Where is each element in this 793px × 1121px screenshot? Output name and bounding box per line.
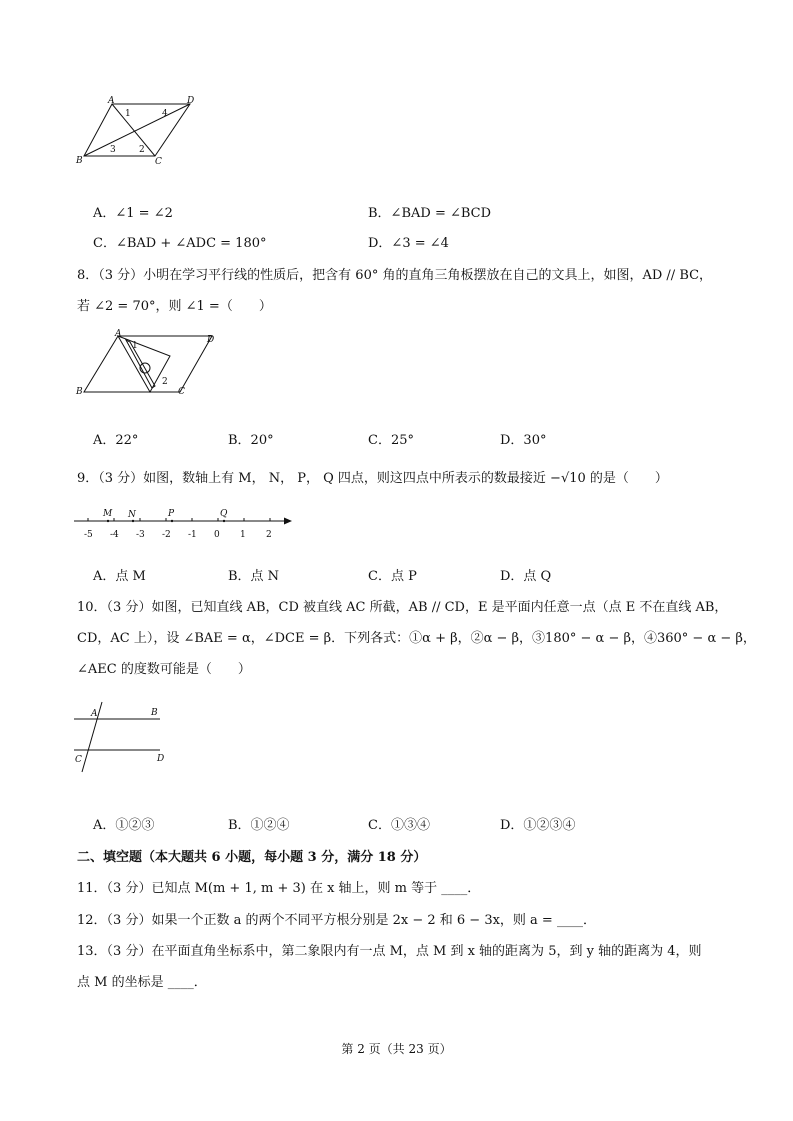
q8-option-d: D．30° — [500, 433, 547, 448]
q9-tick-label: -4 — [110, 530, 119, 540]
q8-stem-line1: 8．（3 分）小明在学习平行线的性质后，把含有 60° 角的直角三角板摆放在自己的文具上，如图，AD // BC， — [77, 268, 713, 283]
q8-option-b: B．20° — [228, 433, 274, 448]
q8-angle-2: 2 — [162, 377, 168, 387]
q10-label-b: B — [151, 708, 158, 718]
q9-option-b: B．点 N — [228, 569, 280, 584]
q10-stem-line2: CD，AC 上），设 ∠BAE = α，∠DCE = β．下列各式：①α + β，②α − β，③180° − α − β，④360° − α − β， — [77, 631, 756, 646]
q10-stem-line3: ∠AEC 的度数可能是（ ） — [77, 662, 251, 677]
q9-tick-label: 2 — [266, 530, 272, 540]
q10-label-c: C — [75, 755, 82, 765]
q9-tick-label: 1 — [240, 530, 246, 540]
q8-stem-line2: 若 ∠2 = 70°，则 ∠1 =（ ） — [77, 299, 272, 314]
q12-stem: 12．（3 分）如果一个正数 a 的两个不同平方根分别是 2x − 2 和 6 − 3x，则 a = ____． — [77, 913, 596, 928]
q11-stem: 11．（3 分）已知点 M(m + 1, m + 3) 在 x 轴上，则 m 等于 ____． — [77, 881, 481, 896]
q7-label-b: B — [76, 156, 83, 166]
q13-stem-line2: 点 M 的坐标是 ____． — [77, 975, 207, 990]
q10-stem-line1: 10．（3 分）如图，已知直线 AB，CD 被直线 AC 所截，AB // CD，E 是平面内任意一点（点 E 不在直线 AB， — [77, 600, 728, 615]
q9-tick-label: 0 — [214, 530, 220, 540]
q10-option-b: B．①②④ — [228, 818, 290, 833]
q10-label-a: A — [91, 709, 98, 719]
q9-tick-label: -1 — [188, 530, 197, 540]
q7-label-d: D — [187, 96, 195, 106]
q9-point-n: N — [128, 510, 136, 520]
q9-point-q: Q — [220, 509, 228, 519]
q8-label-b: B — [76, 387, 83, 397]
section-heading-fill-blank: 二、填空题（本大题共 6 小题，每小题 3 分，满分 18 分） — [77, 850, 427, 865]
q7-option-a: A．∠1 = ∠2 — [93, 206, 173, 221]
q10-label-d: D — [157, 754, 165, 764]
q8-label-d: D — [207, 335, 215, 345]
q9-tick-label: -5 — [84, 530, 93, 540]
q10-option-a: A．①②③ — [93, 818, 155, 833]
q8-figure — [70, 328, 220, 398]
q9-point-p: P — [168, 509, 175, 519]
q7-angle-4: 4 — [162, 109, 168, 119]
q7-option-b: B．∠BAD = ∠BCD — [368, 206, 492, 221]
q7-label-c: C — [155, 157, 162, 167]
q7-angle-3: 3 — [110, 145, 116, 155]
q8-option-c: C．25° — [368, 433, 414, 448]
q10-option-d: D．①②③④ — [500, 818, 576, 833]
q9-option-a: A．点 M — [93, 569, 146, 584]
q13-stem-line1: 13．（3 分）在平面直角坐标系中，第二象限内有一点 M，点 M 到 x 轴的距离为 5，到 y 轴的距离为 4，则 — [77, 944, 702, 959]
q10-option-c: C．①③④ — [368, 818, 430, 833]
q9-point-m: M — [103, 509, 113, 519]
q8-label-c: C — [178, 387, 185, 397]
q9-number-line-figure — [70, 505, 300, 545]
q9-tick-label: -3 — [136, 530, 145, 540]
q9-option-c: C．点 P — [368, 569, 417, 584]
q7-angle-2: 2 — [139, 145, 145, 155]
page-footer: 第 2 页（共 23 页） — [341, 1042, 452, 1056]
q7-option-c: C．∠BAD + ∠ADC = 180° — [93, 236, 267, 251]
q9-stem: 9．（3 分）如图，数轴上有 M， N， P， Q 四点，则这四点中所表示的数最接近 −√10 的是（ ） — [77, 471, 668, 486]
q8-option-a: A．22° — [93, 433, 139, 448]
q8-angle-1: 1 — [132, 341, 138, 351]
q9-option-d: D．点 Q — [500, 569, 552, 584]
q7-parallelogram-figure — [70, 95, 210, 170]
q8-label-a: A — [115, 329, 122, 339]
q10-parallel-lines-figure — [70, 700, 170, 780]
q7-option-d: D．∠3 = ∠4 — [368, 236, 449, 251]
q9-tick-label: -2 — [162, 530, 171, 540]
q7-label-a: A — [108, 96, 115, 106]
q7-angle-1: 1 — [125, 109, 131, 119]
